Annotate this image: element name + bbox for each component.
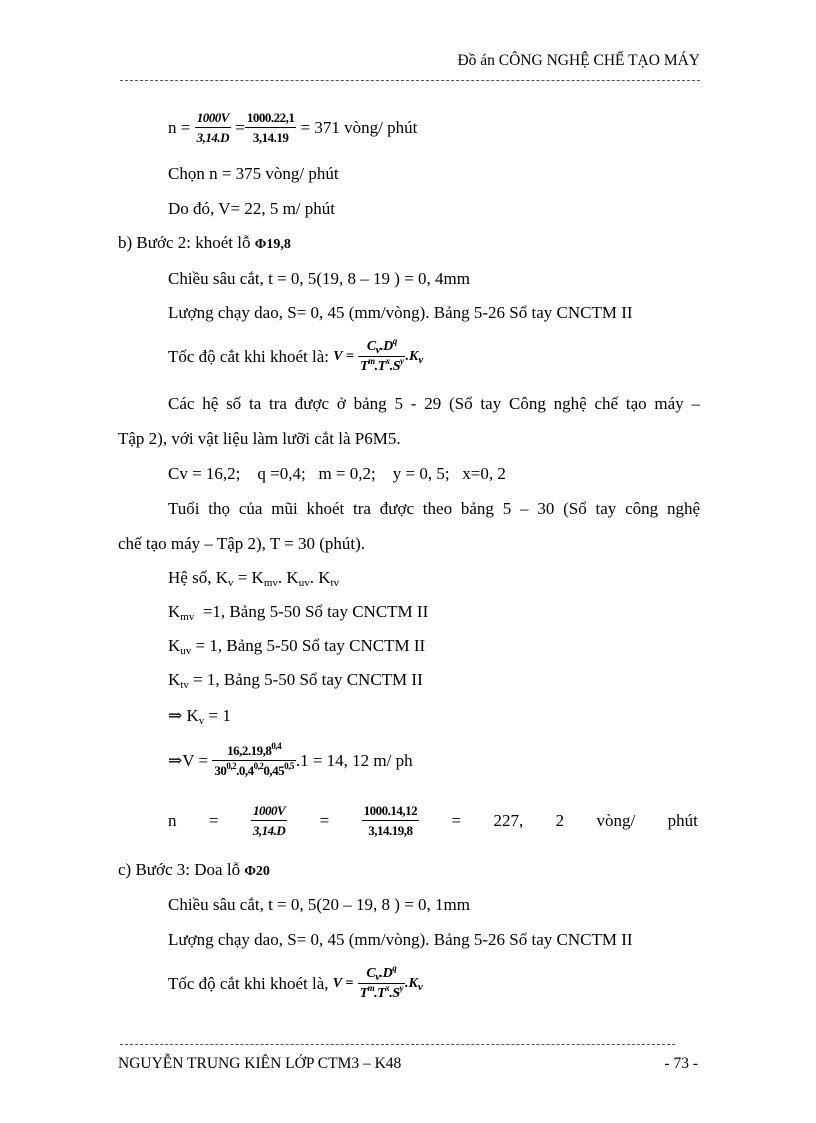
line-chieu-sau-3: Chiều sâu cắt, t = 0, 5(20 – 19, 8 ) = 0, 1mm (168, 895, 470, 914)
line-do-do: Do đó, V= 22, 5 m/ phút (168, 199, 336, 218)
footer-divider (120, 1044, 675, 1045)
heading-buoc-2: b) Bước 2: khoét lỗ Φ19,8 (118, 233, 291, 252)
formula-v-result: ⇒V = $\frac{16,2.19,8^{0,4}}{30^{0,2}.0,4^{0,2}0,45^{0,5}}$ .1 = 14, 12 m/ ph (168, 741, 413, 778)
line-tuoi-tho-a: Tuổi thọ của mũi khoét tra được theo bảng 5 – 30 (Sổ tay công nghệ (168, 499, 700, 518)
header-divider (120, 80, 700, 81)
line-kuv: $K_{uv} = 1$, Bảng 5-50 Sổ tay CNCTM II (168, 636, 426, 657)
formula-toc-do-cat-1: Tốc độ cắt khi khoét là: V = $\frac{C_v.D^q}{T^m.T^x.S^y}$ $.K_v$ (168, 336, 424, 374)
line-he-so-kv: Hệ số, $K_v = K_{mv}$. $K_{uv}$. $K_{tv}$ (168, 568, 340, 589)
line-cac-he-so-a: Các hệ số ta tra được ở bảng 5 - 29 (Sổ tay Công nghệ chế tạo máy – (168, 394, 700, 413)
line-luong-chay-dao-2: Lượng chạy dao, S= 0, 45 (mm/vòng). Bảng 5-26 Sổ tay CNCTM II (168, 303, 633, 322)
line-kmv: $K_{mv} =1$, Bảng 5-50 Sổ tay CNCTM II (168, 602, 429, 623)
formula-n-1: n = $\frac{1000V}{3,14.D}$ = $\frac{1000.22,1}{3,14.19}$ = 371 vòng/ phút (168, 110, 418, 145)
line-tuoi-tho-b: chế tạo máy – Tập 2), T = 30 (phút). (118, 534, 366, 553)
line-cac-he-so-b: Tập 2), với vật liệu làm lưỡi cắt là P6M5. (118, 429, 401, 448)
footer-page-number: - 73 - (664, 1055, 698, 1072)
line-luong-chay-dao-3: Lượng chạy dao, S= 0, 45 (mm/vòng). Bảng 5-26 Sổ tay CNCTM II (168, 930, 633, 949)
line-kv-result: ⇒ $K_v = 1$ (168, 706, 231, 727)
line-chon-n: Chọn n = 375 vòng/ phút (168, 164, 339, 183)
header-title: Đồ án CÔNG NGHỆ CHẾ TẠO MÁY (457, 52, 700, 69)
formula-toc-do-cat-2: Tốc độ cắt khi khoét là, V = $\frac{C_v.D^q}{T^m.T^x.S^y}$ $.K_v$ (168, 963, 423, 1001)
heading-buoc-3: c) Bước 3: Doa lỗ Φ20 (118, 860, 270, 879)
line-coefficients: Cv = 16,2; q =0,4; m = 0,2; y = 0, 5; x=0, 2 (168, 464, 506, 483)
footer-author: NGUYỄN TRUNG KIÊN LỚP CTM3 – K48 (118, 1055, 402, 1072)
formula-n-2: n = $\frac{1000V}{3,14.D}$ = $\frac{1000.14,12}{3,14.19,8}$ = 227, 2 vòng/ phút (168, 803, 698, 838)
line-ktv: $K_{tv} = 1$, Bảng 5-50 Sổ tay CNCTM II (168, 670, 423, 691)
line-chieu-sau-2: Chiều sâu cắt, t = 0, 5(19, 8 – 19 ) = 0, 4mm (168, 269, 470, 288)
